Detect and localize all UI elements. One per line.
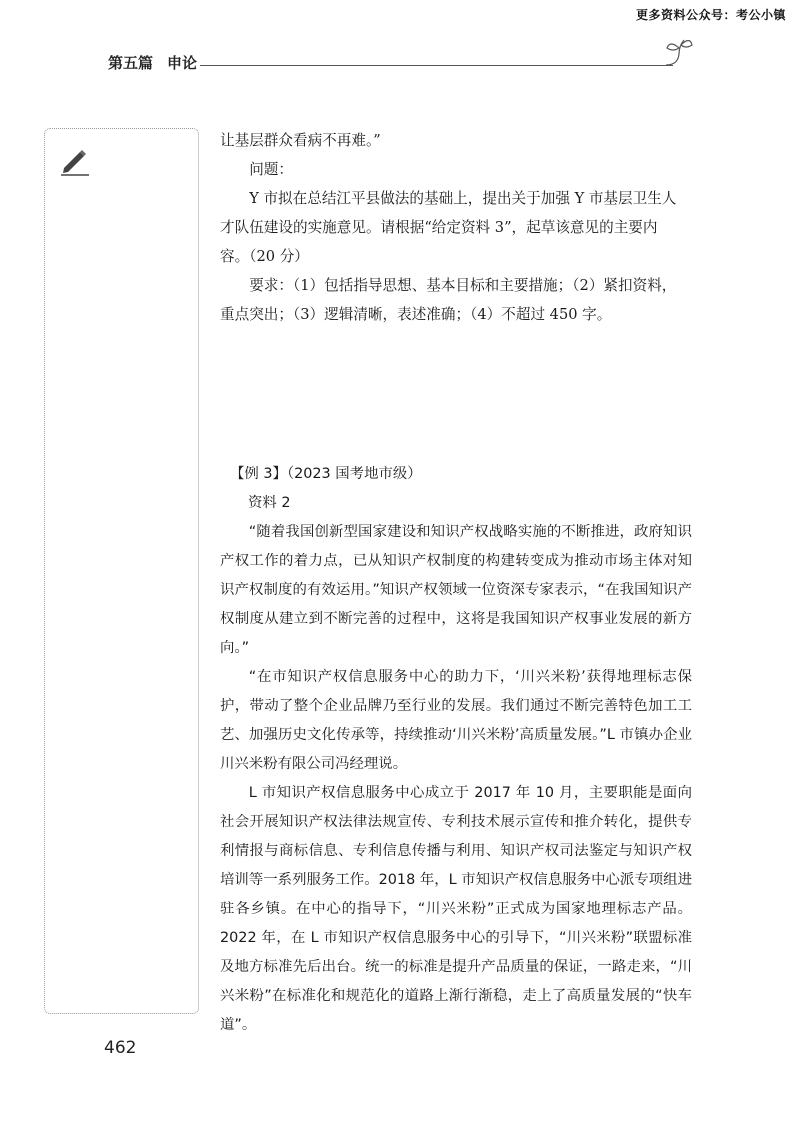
question-continuation: 让基层群众看病不再难。”	[220, 132, 381, 149]
question-label: 问题：	[249, 161, 293, 178]
question-block	[220, 126, 680, 329]
example-paragraph: “随着我国创新型国家建设和知识产权战略实施的不断推进，政府知识产权工作的着力点，已从知识产权制度的构建转变成为推动市场主体对知识产权制度的有效运用。”知识产权领域一位资深专家表示，“在我国知识产权制度从建立到不断完善的过程中，这将是我国知识产权事业发展的新方向。”	[220, 524, 692, 656]
page-number: 462	[104, 1038, 137, 1058]
header-title: 申论	[167, 54, 198, 72]
watermark-text: 更多资料公众号：考公小镇	[635, 8, 786, 22]
sprout-icon	[664, 36, 694, 72]
notes-margin-box	[44, 128, 199, 1014]
example-heading: 【例 3】（2023 国考地市级）	[230, 466, 422, 482]
example-paragraph: “在市知识产权信息服务中心的助力下，‘川兴米粉’获得地理标志保护，带动了整个企业品牌乃至行业的发展。我们通过不断完善特色加工工艺、加强历史文化传承等，持续推动‘川兴米粉’高质量发展。”L 市镇办企业川兴米粉有限公司冯经理说。	[220, 669, 692, 772]
header-part: 第五篇	[108, 54, 154, 72]
example-block	[220, 460, 692, 1040]
header-rule	[200, 65, 673, 66]
question-body: Y 市拟在总结江平县做法的基础上，提出关于加强 Y 市基层卫生人才队伍建设的实施意见。请根据“给定资料 3”，起草该意见的主要内容。（20 分）	[220, 190, 677, 265]
example-source: 资料 2	[248, 495, 291, 511]
example-paragraph: L 市知识产权信息服务中心成立于 2017 年 10 月，主要职能是面向社会开展知识产权法律法规宣传、专利技术展示宣传和推介转化，提供专利情报与商标信息、专利信息传播与利用、知识产权司法鉴定与知识产权培训等一系列服务工作。2018 年，L 市知识产权信息服务中心派专项组进驻各乡镇。在中心的指导下，“川兴米粉”正式成为国家地理标志产品。2022 年，在 L 市知识产权信息服务中心的引导下，“川兴米粉”联盟标准及地方标准先后出台。统一的标准是提升产品质量的保证，一路走来，“川兴米粉”在标准化和规范化的道路上渐行渐稳，走上了高质量发展的“快车道”。	[220, 785, 692, 1033]
question-requirements: 要求：（1）包括指导思想、基本目标和主要措施；（2）紧扣资料，重点突出；（3）逻辑清晰，表述准确；（4）不超过 450 字。	[220, 277, 677, 323]
pencil-icon	[58, 144, 92, 178]
running-header	[108, 52, 197, 73]
